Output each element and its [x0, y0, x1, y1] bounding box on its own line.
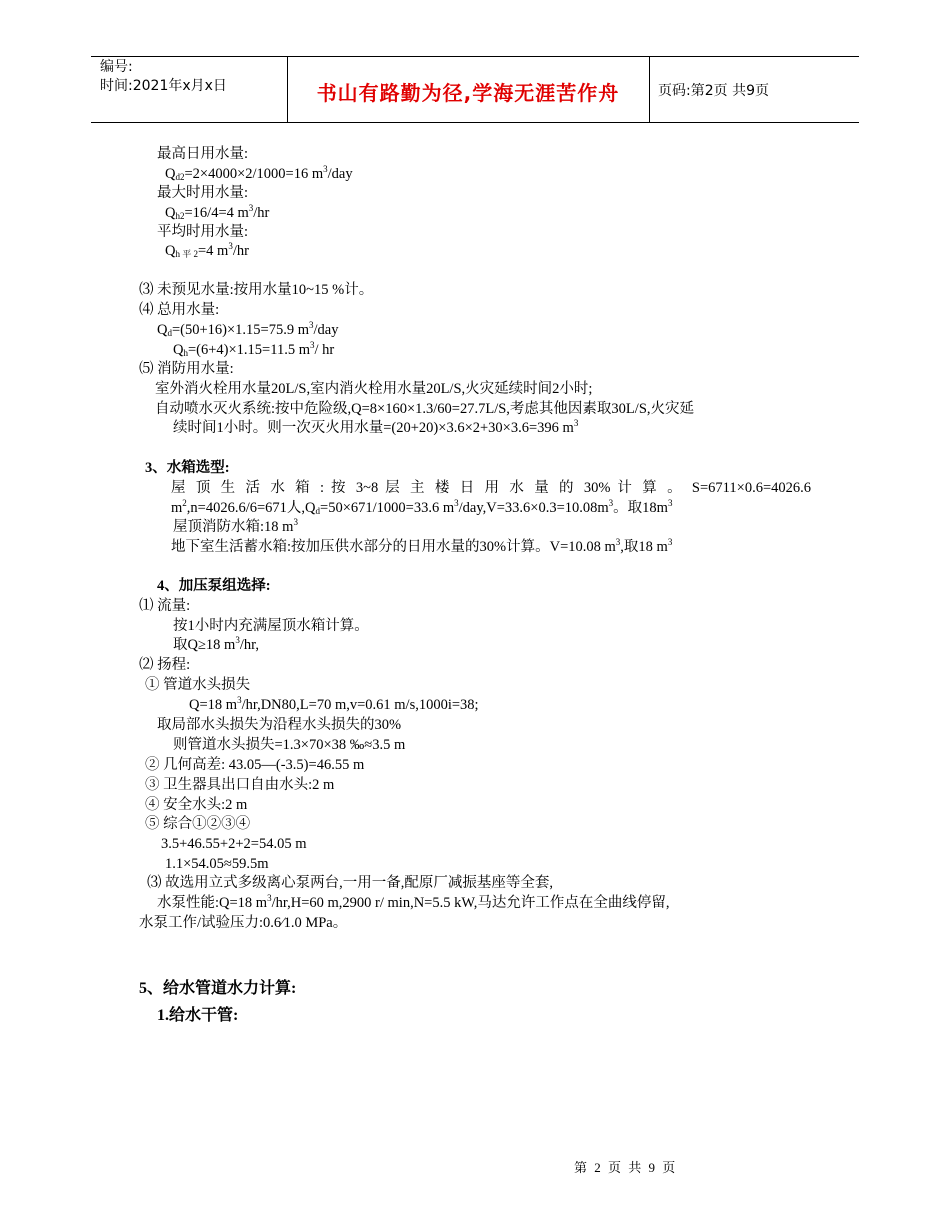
fire-water-label: ⑸ 消防用水量:: [139, 361, 234, 377]
local-loss-note: 取局部水头损失为沿程水头损失的30%: [157, 717, 402, 733]
basement-tank: 地下室生活蓄水箱:按加压供水部分的日用水量的30%计算。V=10.08 $m^3$,取18 $m^3$: [171, 537, 673, 555]
section-4-title: 4、加压泵组选择:: [157, 578, 271, 594]
geometric-height: ② 几何高差: 43.05—(-3.5)=46.55 m: [145, 757, 365, 773]
page-footer: 第 2 页 共 9 页: [574, 1160, 678, 1175]
total-hourly-formula: $Q_h=(6+4)\times 1.15=11.5$ $m^3/$ hr: [173, 340, 335, 358]
header-meta: [100, 58, 227, 96]
combined-label: ⑤ 综合①②③④: [145, 816, 251, 832]
max-daily-label: 最高日用水量:: [157, 146, 249, 162]
header-bottom-rule: [91, 122, 859, 123]
unforeseen-water: ⑶ 未预见水量:按用水量10~15 %计。: [139, 282, 374, 298]
roof-tank-line1: 屋 顶 生 活 水 箱 : 按 3~8 层 主 楼 日 用 水 量 的 30% 计 算 。 S=6711×0.6=4026.6: [171, 480, 811, 496]
header-motto: 书山有路勤为径,学海无涯苦作舟: [316, 81, 620, 105]
pump-selection: ⑶ 故选用立式多级离心泵两台,一用一备,配原厂减振基座等全套,: [147, 875, 553, 891]
header-page-label: 页码:第2页 共9页: [658, 83, 769, 99]
pipe-head-loss-label: ① 管道水头损失: [145, 677, 251, 693]
hydrant-water: 室外消火栓用水量20L/S,室内消火栓用水量20L/S,火灾延续时间2小时;: [155, 381, 593, 397]
avg-hourly-label: 平均时用水量:: [157, 224, 249, 240]
section-5-title: 5、给水管道水力计算:: [139, 980, 297, 997]
header-divider-right: [649, 56, 650, 122]
combined-sum: 3.5+46.55+2+2=54.05 m: [161, 836, 307, 852]
pump-pressure: 水泵工作/试验压力:0.6⁄1.0 MPa。: [139, 915, 348, 931]
roof-fire-tank: 屋顶消防水箱:18 $m^3$: [173, 517, 298, 535]
combined-factor: 1.1×54.05≈59.5m: [165, 856, 269, 872]
header-time-label: 时间:2021年x月x日: [100, 78, 227, 94]
section-3-title: 3、水箱选型:: [145, 460, 230, 476]
pump-performance: 水泵性能:Q=18 $m^3/hr,H=60$ m,2900 r/ min,N=5.5 kW,马达允许工作点在全曲线停留,: [157, 893, 670, 911]
flow-basis: 按1小时内充满屋顶水箱计算。: [173, 618, 369, 634]
safety-head: ④ 安全水头:2 m: [145, 797, 248, 813]
section-5-subtitle: 1.给水干管:: [157, 1007, 239, 1024]
head-label: ⑵ 扬程:: [139, 657, 191, 673]
max-hourly-label: 最大时用水量:: [157, 185, 249, 201]
flow-label: ⑴ 流量:: [139, 598, 191, 614]
fire-water-total: 续时间1小时。则一次灭火用水量=(20+20)×3.6×2+30×3.6=396 $m^3$: [173, 418, 579, 436]
roof-tank-line2: $m^2,n=4026.6/6=671$人$,Q_d=50\times 671/1000=33.6$ $m^3/day,V=33.6\times 0.3=10.08m^3$。取$18m^3$: [171, 498, 673, 516]
header-number-label: 编号:: [100, 59, 133, 75]
max-daily-formula: $Q_{d2}=2\times 4000\times 2/1000=16$ $m^3$/day: [165, 164, 353, 182]
header-top-rule: [91, 56, 859, 57]
pipe-head-loss-value: 则管道水头损失=1.3×70×38 ‰≈3.5 m: [173, 737, 406, 753]
sprinkler-system: 自动喷水灭火系统:按中危险级,Q=8×160×1.3/60=27.7L/S,考虑其他因素取30L/S,火灾延: [155, 401, 695, 417]
pipe-params: Q=18 $m^3/hr,DN80,L=70$ m,v=0.61 m/s,1000i=38;: [189, 695, 479, 713]
flow-value: 取Q≥18 $m^3/hr$,: [173, 635, 259, 653]
avg-hourly-formula: $Q_{h 平 2}=4$ $m^3/hr$: [165, 241, 249, 259]
outlet-head: ③ 卫生器具出口自由水头:2 m: [145, 777, 335, 793]
total-water-label: ⑷ 总用水量:: [139, 302, 220, 318]
total-daily-formula: $Q_d=(50+16)\times 1.15=75.9$ $m^3$/day: [157, 320, 339, 338]
max-hourly-formula: $Q_{h2}=16/4=4$ $m^3/hr$: [165, 203, 270, 221]
